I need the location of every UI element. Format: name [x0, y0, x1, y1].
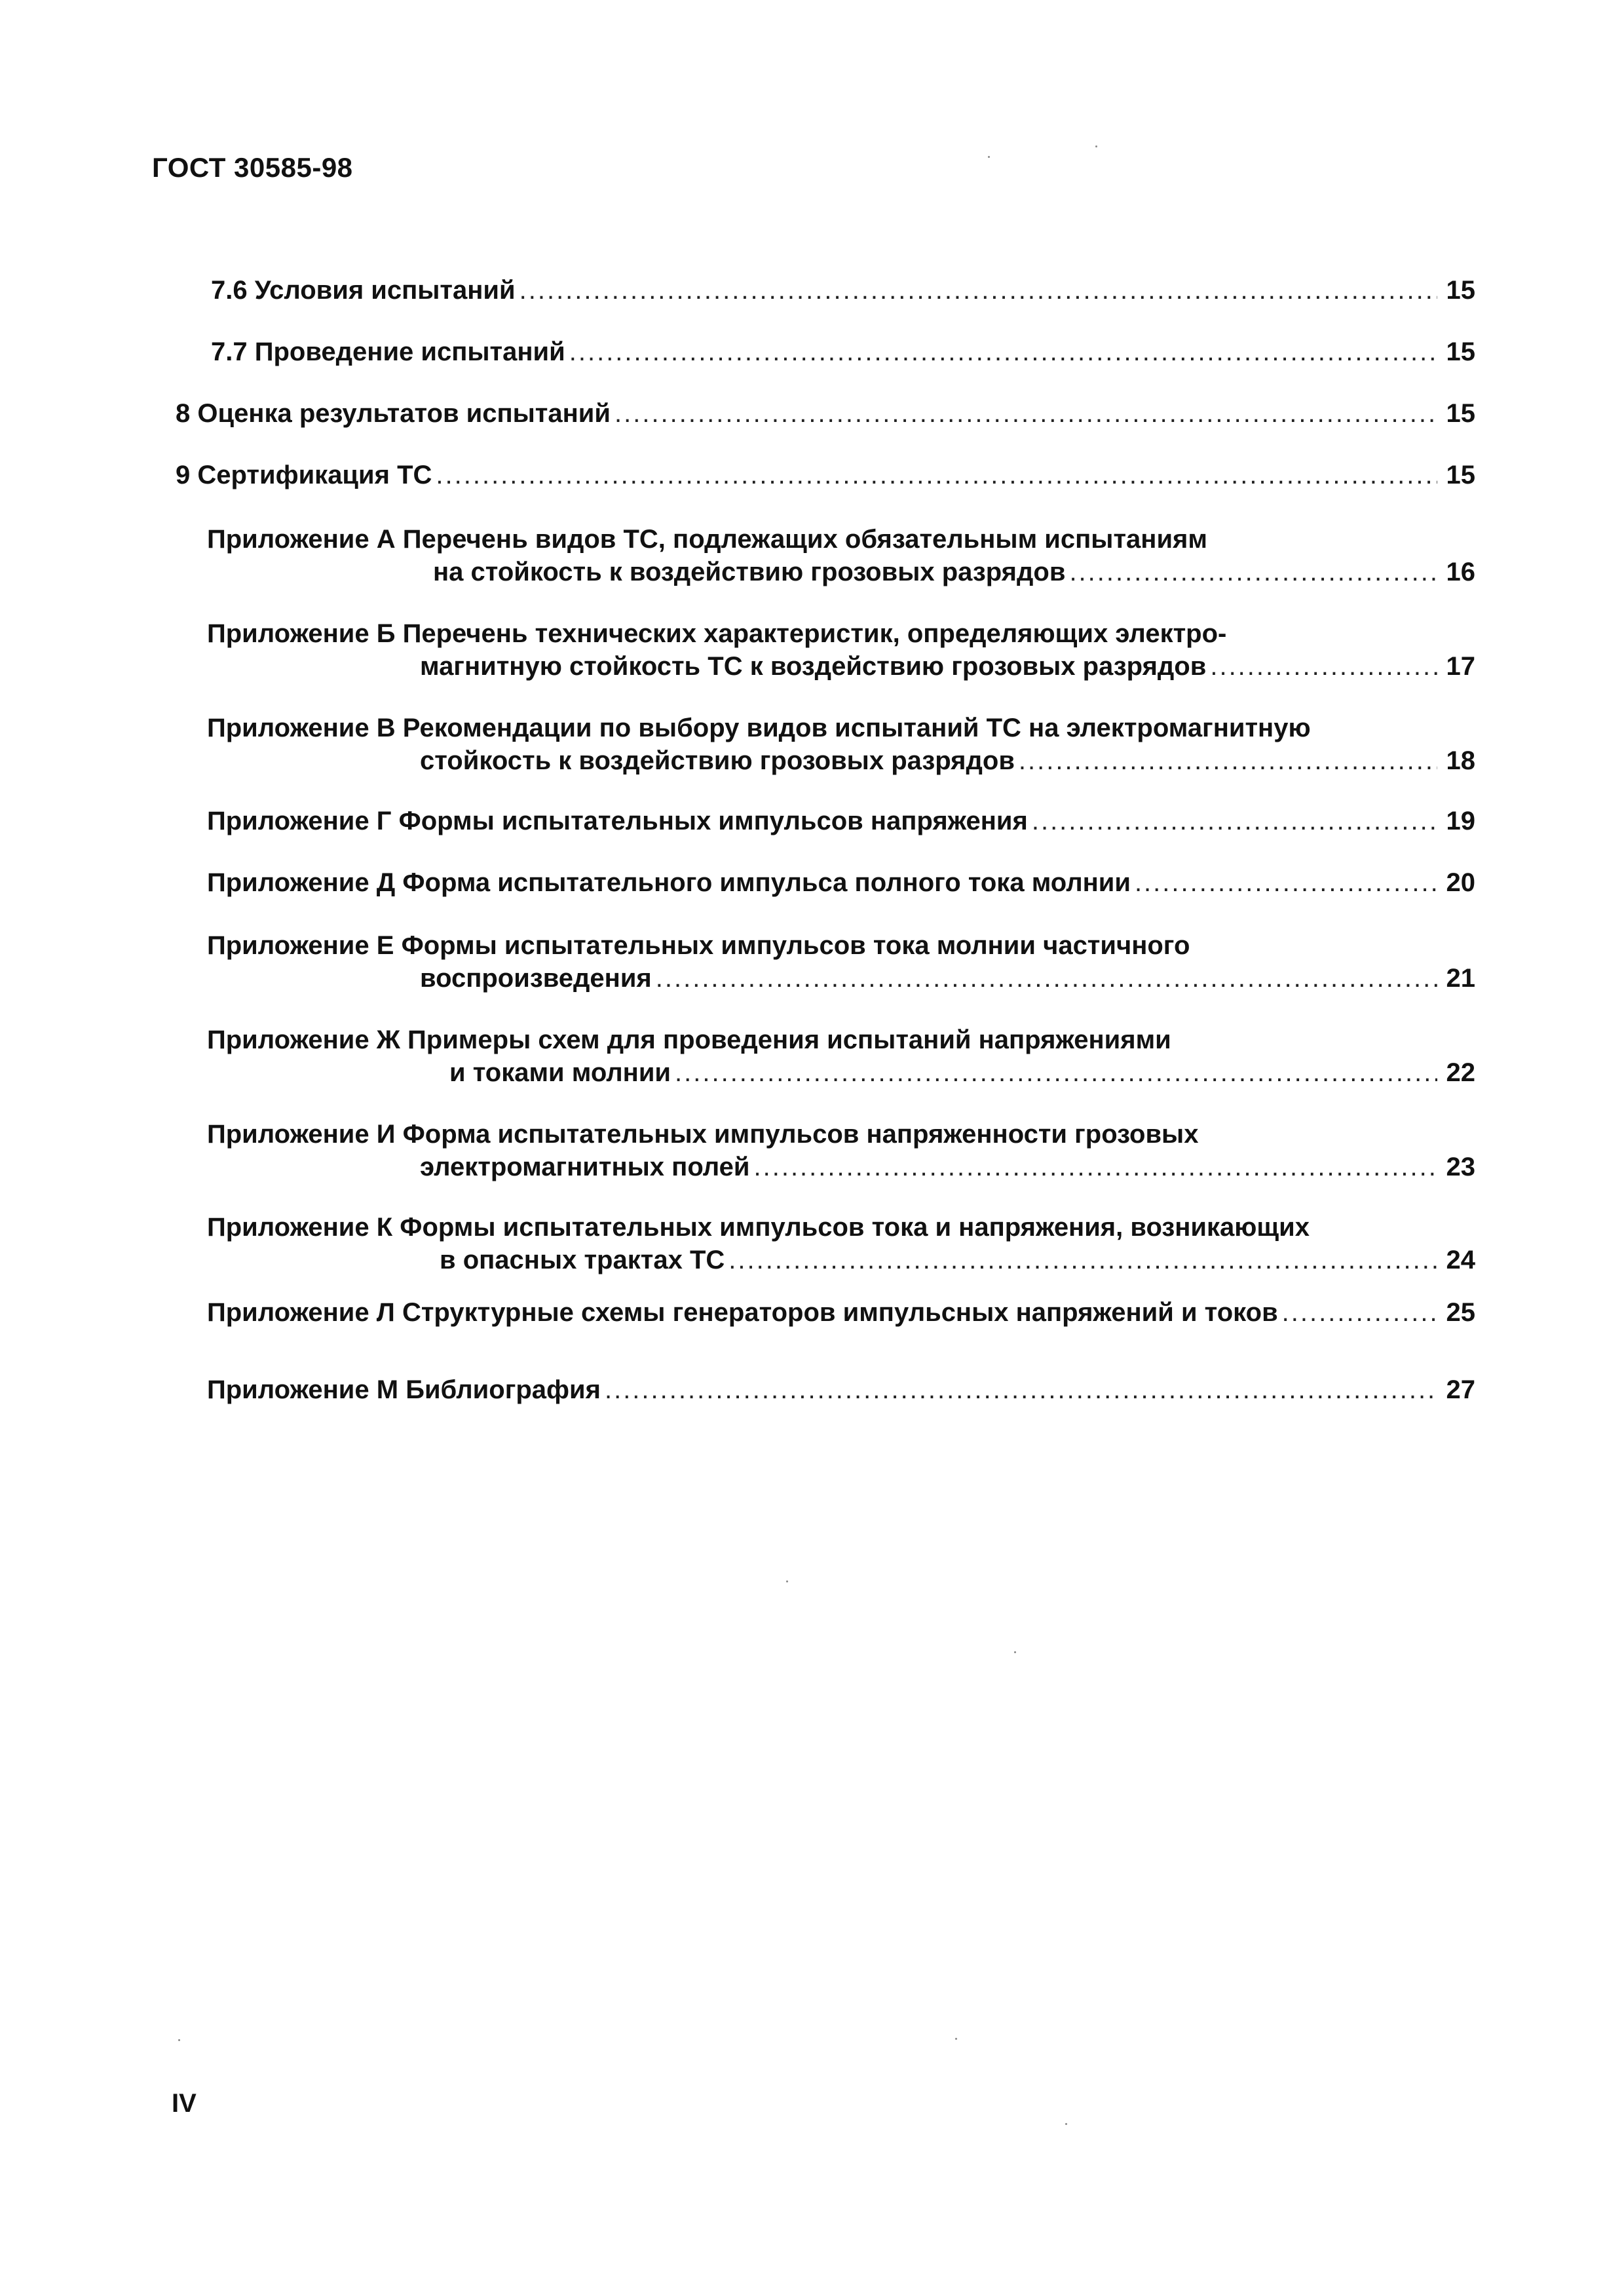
- scan-speck: [988, 156, 990, 158]
- appendix-title: Форма испытательного импульса полного тока молнии: [402, 868, 1131, 897]
- leader-dots: [753, 1151, 1437, 1183]
- appendix-title-line-1: Примеры схем для проведения испытаний напряжениями: [407, 1025, 1171, 1054]
- toc-entry-appendix-e: [207, 929, 1475, 995]
- appendix-title-line-1: Перечень видов ТС, подлежащих обязательным испытаниям: [402, 525, 1207, 554]
- toc-page-number: 22: [1446, 1058, 1475, 1087]
- toc-entry-appendix-k: [207, 1211, 1475, 1276]
- document-code: ГОСТ 30585-98: [152, 152, 353, 183]
- toc-entry-appendix-i: [207, 1118, 1475, 1183]
- toc-entry-7-7: [211, 335, 1475, 368]
- toc-entry-appendix-l: [207, 1296, 1475, 1329]
- scan-speck: [178, 2039, 180, 2041]
- appendix-title: Формы испытательных импульсов напряжения: [398, 807, 1028, 835]
- toc-entry-8: [176, 397, 1475, 430]
- leader-dots: [656, 962, 1437, 995]
- leader-dots: [1032, 805, 1437, 837]
- appendix-title-line-2: электромагнитных полей: [420, 1153, 750, 1181]
- toc-page-number: 25: [1446, 1298, 1475, 1327]
- leader-dots: [1019, 744, 1437, 777]
- toc-page-number: 21: [1446, 964, 1475, 993]
- toc-entry-appendix-v: [207, 712, 1475, 777]
- appendix-title-line-1: Формы испытательных импульсов тока и напряжения, возникающих: [400, 1213, 1310, 1242]
- appendix-label: Приложение Г: [207, 807, 392, 835]
- toc-entry-9: [176, 459, 1475, 491]
- leader-dots: [728, 1244, 1437, 1276]
- toc-page-number: 15: [1446, 399, 1475, 428]
- leader-dots: [614, 397, 1437, 430]
- leader-dots: [436, 459, 1437, 491]
- toc-entry-appendix-a: [207, 523, 1475, 588]
- scan-speck: [1065, 2123, 1067, 2125]
- appendix-title-line-1: Перечень технических характеристик, определяющих электро-: [402, 619, 1227, 648]
- scan-speck: [955, 2038, 957, 2040]
- appendix-title-line-1: Рекомендации по выбору видов испытаний ТС на электромагнитную: [402, 714, 1311, 742]
- appendix-title-line-2: и токами молнии: [449, 1058, 671, 1087]
- toc-page-number: 15: [1446, 337, 1475, 366]
- toc-entry-title: 7.6 Условия испытаний: [211, 276, 516, 305]
- leader-dots: [605, 1373, 1437, 1406]
- toc-entry-appendix-d: [207, 866, 1475, 899]
- leader-dots: [519, 274, 1437, 307]
- toc-entry-title: 8 Оценка результатов испытаний: [176, 399, 611, 428]
- scan-speck: [786, 1580, 788, 1582]
- leader-dots: [569, 335, 1437, 368]
- leader-dots: [1069, 556, 1437, 588]
- toc-page-number: 24: [1446, 1246, 1475, 1274]
- page-number: IV: [172, 2089, 197, 2118]
- toc-entry-appendix-g: [207, 805, 1475, 837]
- toc-page-number: 17: [1446, 652, 1475, 681]
- appendix-label: Приложение Е: [207, 931, 394, 960]
- leader-dots: [1282, 1296, 1437, 1329]
- toc-page-number: 18: [1446, 746, 1475, 775]
- leader-dots: [1135, 866, 1437, 899]
- leader-dots: [675, 1056, 1437, 1089]
- appendix-title-line-2: на стойкость к воздействию грозовых разрядов: [433, 558, 1066, 586]
- toc-entry-appendix-zh: [207, 1024, 1475, 1089]
- appendix-title: Библиография: [406, 1375, 601, 1404]
- appendix-title-line-2: стойкость к воздействию грозовых разрядов: [420, 746, 1015, 775]
- appendix-label: Приложение М: [207, 1375, 399, 1404]
- appendix-title: Структурные схемы генераторов импульсных напряжений и токов: [402, 1298, 1278, 1327]
- toc-entry-title: 7.7 Проведение испытаний: [211, 337, 565, 366]
- scan-speck: [1014, 1651, 1016, 1653]
- toc-page-number: 23: [1446, 1153, 1475, 1181]
- appendix-label: Приложение И: [207, 1120, 396, 1149]
- scan-speck: [1095, 145, 1097, 147]
- toc-page-number: 16: [1446, 558, 1475, 586]
- appendix-title-line-2: в опасных трактах ТС: [440, 1246, 725, 1274]
- toc-entry-appendix-m: [207, 1373, 1475, 1406]
- toc-page-number: 15: [1446, 461, 1475, 489]
- appendix-label: Приложение А: [207, 525, 396, 554]
- appendix-label: Приложение Б: [207, 619, 396, 648]
- toc-entry-title: 9 Сертификация ТС: [176, 461, 432, 489]
- appendix-label: Приложение Ж: [207, 1025, 400, 1054]
- appendix-label: Приложение Л: [207, 1298, 395, 1327]
- leader-dots: [1210, 650, 1437, 683]
- toc-page-number: 19: [1446, 807, 1475, 835]
- appendix-title-line-1: Формы испытательных импульсов тока молнии частичного: [401, 931, 1190, 960]
- toc-entry-appendix-b: [207, 617, 1475, 683]
- toc-page-number: 27: [1446, 1375, 1475, 1404]
- toc-page-number: 20: [1446, 868, 1475, 897]
- appendix-title-line-1: Форма испытательных импульсов напряженности грозовых: [402, 1120, 1199, 1149]
- appendix-label: Приложение В: [207, 714, 396, 742]
- appendix-title-line-2: воспроизведения: [420, 964, 652, 993]
- appendix-label: Приложение Д: [207, 868, 396, 897]
- appendix-label: Приложение К: [207, 1213, 393, 1242]
- toc-entry-7-6: [211, 274, 1475, 307]
- toc-page-number: 15: [1446, 276, 1475, 305]
- appendix-title-line-2: магнитную стойкость ТС к воздействию грозовых разрядов: [420, 652, 1207, 681]
